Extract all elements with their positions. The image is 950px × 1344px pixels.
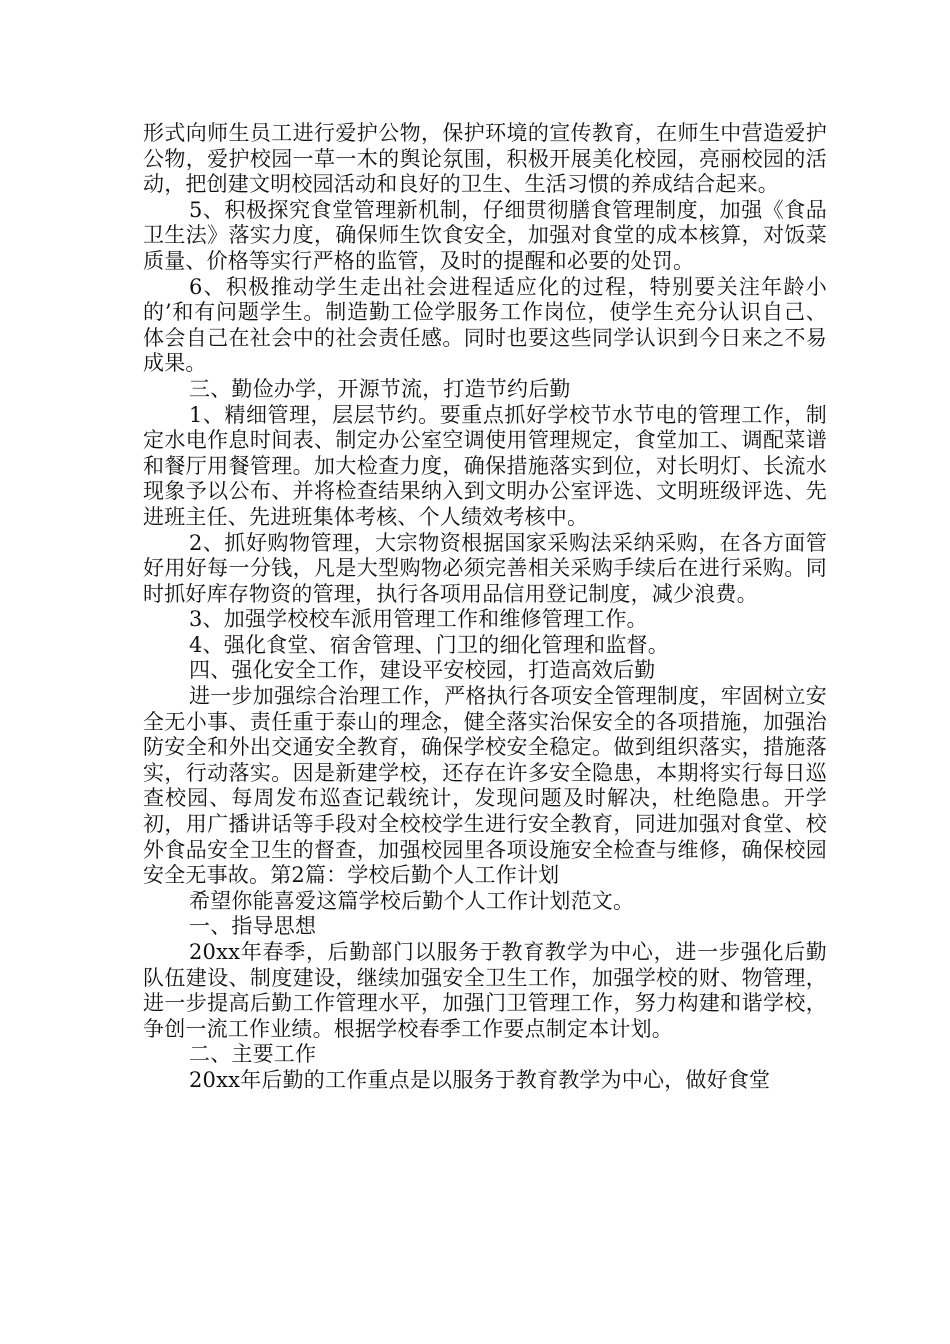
paragraph-11: 20xx年后勤的工作重点是以服务于教育教学为中心，做好食堂: [189, 1067, 771, 1092]
paragraph-1: 形式向师生员工进行爱护公物，保护环境的宣传教育，在师生中营造爱护公物，爱护校园一草一木的舆论氛围，积极开展美化校园，亮丽校园的活动，把创建文明校园活动和良好的卫生、生活习惯的养成结合起来。: [143, 121, 827, 197]
paragraph-3: 6、积极推动学生走出社会进程适应化的过程，特别要关注年龄小的’和有问题学生。制造勤工俭学服务工作岗位，使学生充分认识自己、体会自己在社会中的社会责任感。同时也要这些同学认识到今日来之不易成果。: [143, 274, 827, 376]
section-heading-3: 三、勤俭办学，开源节流，打造节约后勤: [189, 376, 571, 401]
paragraph-10: 20xx年春季，后勤部门以服务于教育教学为中心，进一步强化后勤队伍建设、制度建设，继续加强安全卫生工作，加强学校的财、物管理，进一步提高后勤工作管理水平，加强门卫管理工作，努力构建和谐学校，争创一流工作业绩。根据学校春季工作要点制定本计划。: [143, 940, 827, 1041]
paragraph-7: 4、强化食堂、宿舍管理、门卫的细化管理和监督。: [189, 632, 669, 657]
section-heading-4: 四、强化安全工作，建设平安校园，打造高效后勤: [189, 658, 656, 683]
paragraph-5: 2、抓好购物管理，大宗物资根据国家采购法采纳采购，在各方面管好用好每一分钱，凡是大型购物必须完善相关采购手续后在进行采购。同时抓好库存物资的管理，执行各项用品信用登记制度，减少浪费。: [143, 530, 827, 606]
paragraph-6: 3、加强学校校车派用管理工作和维修管理工作。: [189, 607, 648, 632]
paragraph-4: 1、精细管理，层层节约。要重点抓好学校节水节电的管理工作，制定水电作息时间表、制定办公室空调使用管理规定，食堂加工、调配菜谱和餐厅用餐管理。加大检查力度，确保措施落实到位，对长明灯、长流水现象予以公布、并将检查结果纳入到文明办公室评选、文明班级评选、先进班主任、先进班集体考核、个人绩效考核中。: [143, 402, 827, 529]
section-heading-guiding-thought: 一、指导思想: [189, 914, 317, 939]
paragraph-8: 进一步加强综合治理工作，严格执行各项安全管理制度，牢固树立安全无小事、责任重于泰山的理念，健全落实治保安全的各项措施，加强治防安全和外出交通安全教育，确保学校安全稳定。做到组织落实，措施落实，行动落实。因是新建学校，还存在许多安全隐患，本期将实行每日巡查校园、每周发布巡查记载统计，发现问题及时解决，杜绝隐患。开学初，用广播讲话等手段对全校校学生进行安全教育，同进加强对食堂、校外食品安全卫生的督查，加强校园里各项设施安全检查与维修，确保校园安全无事故。第2篇：学校后勤个人工作计划: [143, 684, 827, 888]
paragraph-9: 希望你能喜爱这篇学校后勤个人工作计划范文。: [189, 888, 635, 913]
section-heading-main-work: 二、主要工作: [189, 1042, 317, 1067]
paragraph-2: 5、积极探究食堂管理新机制，仔细贯彻膳食管理制度，加强《食品卫生法》落实力度，确保师生饮食安全，加强对食堂的成本核算，对饭菜质量、价格等实行严格的监管，及时的提醒和必要的处罚。: [143, 197, 827, 273]
document-body: [143, 121, 827, 1094]
